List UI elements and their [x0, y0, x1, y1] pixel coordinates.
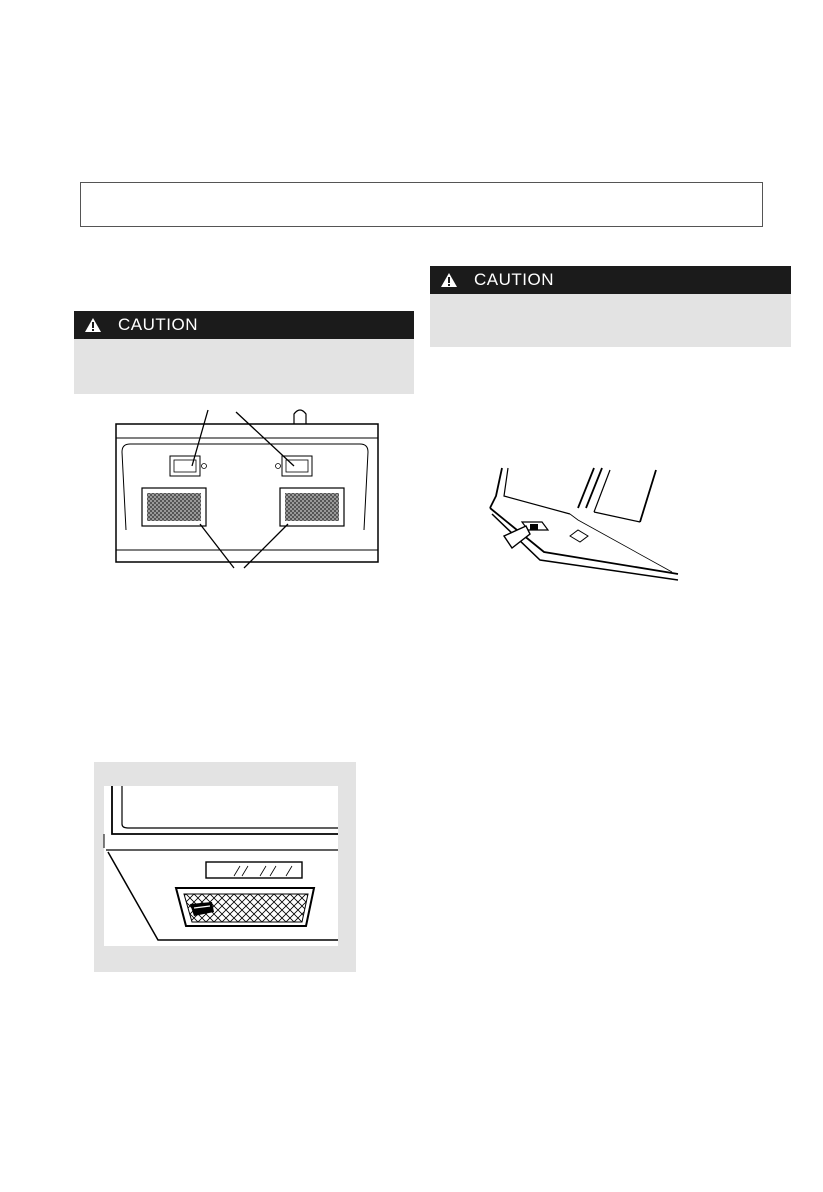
caution-block-right [430, 266, 791, 347]
hood-underside-figure [110, 400, 390, 580]
caution-block-left [74, 311, 414, 394]
charcoal-filter-figure [94, 762, 356, 972]
warning-triangle-icon [84, 317, 102, 333]
caution-label-right: CAUTION [474, 270, 554, 289]
caution-label-left: CAUTION [118, 315, 198, 334]
warning-triangle-icon [440, 272, 458, 288]
caution-body-right [430, 294, 791, 347]
caution-body-left [74, 339, 414, 394]
filter-latch-figure [482, 462, 692, 588]
caution-header-right [430, 266, 791, 294]
caution-header-left [74, 311, 414, 339]
notice-box [80, 182, 763, 227]
